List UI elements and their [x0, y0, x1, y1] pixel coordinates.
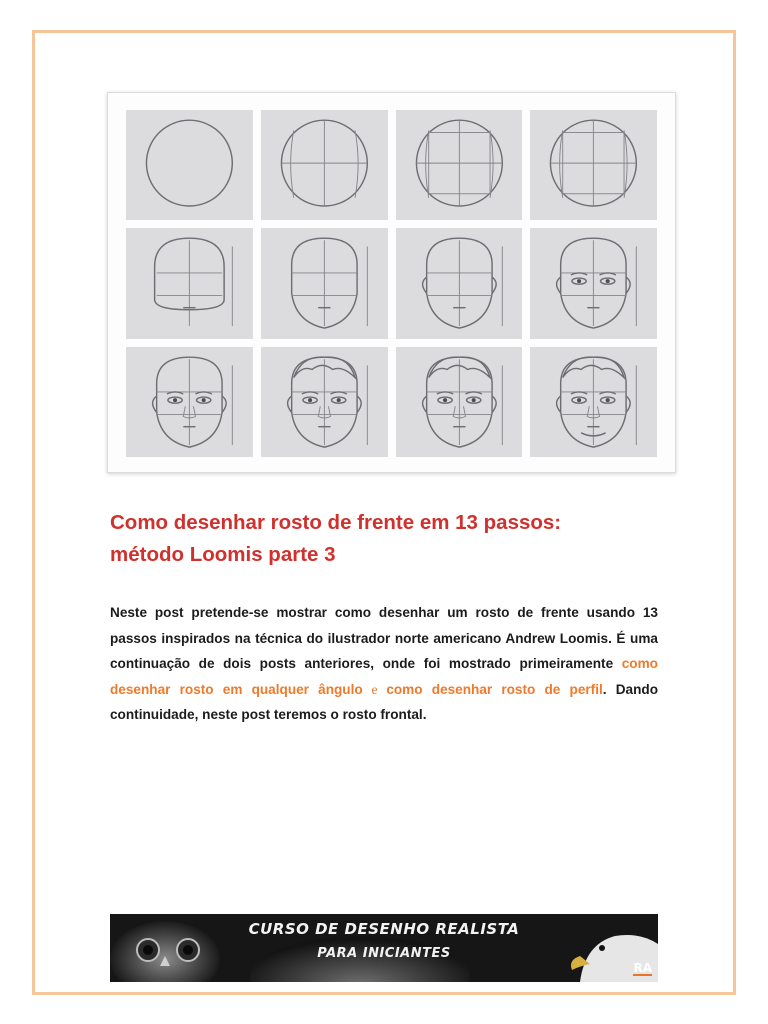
step-sketch-11 — [396, 347, 523, 457]
article-paragraph — [110, 600, 658, 728]
steps-grid — [126, 110, 657, 457]
title-line-2: método Loomis parte 3 — [110, 543, 336, 566]
step-sketch-3 — [396, 110, 523, 220]
banner-logo: RA — [633, 961, 652, 975]
step-sketch-5 — [126, 228, 253, 338]
loomis-steps-figure — [107, 92, 676, 473]
banner-title: CURSO DE DESENHO REALISTA — [248, 920, 520, 938]
banner-subtitle: PARA INICIANTES — [317, 946, 451, 961]
step-sketch-8 — [530, 228, 657, 338]
link-any-angle[interactable]: como desenhar rosto em qualquer ângulo — [110, 656, 658, 697]
course-banner[interactable] — [110, 914, 658, 982]
link-profile[interactable]: como desenhar rosto de perfil — [386, 681, 603, 697]
step-sketch-7 — [396, 228, 523, 338]
step-sketch-9 — [126, 347, 253, 457]
article-title — [110, 507, 670, 571]
step-sketch-10 — [261, 347, 388, 457]
title-line-1: Como desenhar rosto de frente em 13 passos: — [110, 511, 562, 534]
step-sketch-6 — [261, 228, 388, 338]
paragraph-text-1: Neste post pretende-se mostrar como desenhar um rosto de frente usando 13 passos inspirados na técnica do ilustrador norte americano Andrew Loomis. É uma continuação de dois posts anteriores, onde foi mostrado primeiramente — [110, 605, 658, 671]
paragraph-conjunction: e — [362, 681, 387, 697]
step-sketch-4 — [530, 110, 657, 220]
step-sketch-12 — [530, 347, 657, 457]
step-sketch-2 — [261, 110, 388, 220]
paragraph-text-2: . Dando continuidade, neste post teremos o rosto frontal. — [110, 681, 658, 722]
step-sketch-1 — [126, 110, 253, 220]
